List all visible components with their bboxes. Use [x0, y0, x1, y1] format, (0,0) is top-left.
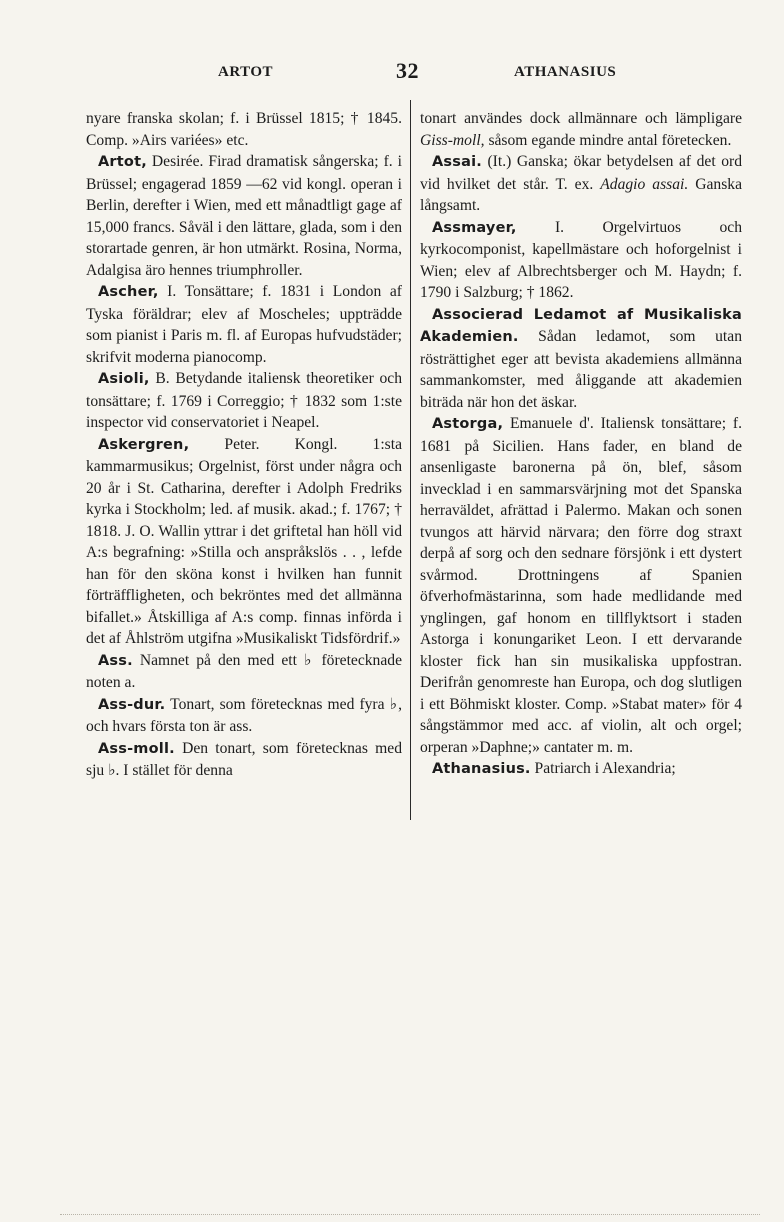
entry-headword: Ass.	[98, 652, 133, 669]
entry-headword: Artot,	[98, 154, 147, 170]
dictionary-entry	[86, 281, 402, 368]
entry-text: Namnet på den med ett ♭ företecknade noten a.	[86, 651, 402, 691]
dictionary-entry	[420, 758, 742, 781]
entry-text: (It.) Ganska; ökar betydelsen af det ord vid hvilket det står. T. ex.	[420, 153, 742, 193]
entry-text: nyare franska skolan; f. i Brüssel 1815; † 1845. Comp. »Airs variées» etc.	[86, 110, 402, 149]
dictionary-entry	[86, 151, 402, 281]
dictionary-entry	[86, 108, 402, 151]
dictionary-entry	[86, 434, 402, 650]
entry-text: B. Betydande italiensk theoretiker och tonsättare; f. 1769 i Correggio; † 1832 som 1:ste inspector vid conservatoriet i Neapel.	[86, 370, 402, 431]
entry-text: tonart användes dock allmännare och lämpligare	[420, 110, 742, 127]
dictionary-entry	[86, 368, 402, 434]
entry-headword: Athanasius.	[432, 761, 531, 777]
entry-text: I. Orgelvirtuos och kyrkocomponist, kapellmästare och hoforgelnist i Wien; elev af Albrechtsberger och M. Haydn; f. 1790 i Salzburg; † 1862.	[420, 218, 742, 301]
right-column	[420, 108, 742, 781]
entry-headword: Asioli,	[98, 371, 150, 387]
entry-headword: Astorga,	[432, 416, 504, 432]
entry-headword: Ascher,	[98, 284, 159, 300]
page-number: 32	[396, 58, 419, 83]
entry-text: Desirée. Firad dramatisk sångerska; f. i Brüssel; engagerad 1859 —62 vid kongl. operan i Berlin, derefter i Wien, med ett månadtligt gage af 15,000 francs. Såväl i den lättare, glada, som i den storartade genren, är hon utmärkt. Rosina, Norma, Adalgisa äro hennes triumphroller.	[86, 153, 402, 279]
column-divider	[410, 100, 411, 820]
entry-text: I. Tonsättare; f. 1831 i London af Tyska föräldrar; elev af Moscheles; uppträdde som pianist i Paris m. fl. af Europas hufvudstäder; skrifvit moderna pianocomp.	[86, 283, 402, 366]
header-right-word: ATHANASIUS	[514, 64, 617, 80]
dictionary-entry	[420, 151, 742, 217]
dictionary-entry	[420, 304, 742, 414]
dictionary-entry	[420, 108, 742, 151]
entry-headword: Assmayer,	[432, 219, 517, 236]
entry-headword: Askergren,	[98, 436, 190, 453]
entry-headword: Associerad Ledamot af Musikaliska Akademien.	[420, 306, 742, 345]
entry-headword: Assai.	[432, 154, 482, 170]
entry-text-tail: Ganska långsamt.	[420, 175, 742, 214]
entry-text: Peter. Kongl. 1:sta kammarmusikus; Orgelnist, först under några och 20 år i St. Catharina, derefter i Adolph Fredriks kyrka i Stockholm; led. af musik. akad.; f. 1767; † 1818. J. O. Wallin yttrar i det griftetal han höll vid A:s begrafning: »Stilla och anspråkslös . . , lefde han för den sköna konst i hvilken han funnit förträffligheten, och bekröntes med det allmänna bifallet.» Åtskilliga af A:s comp. finnas införda i det af Åhlström utgifna »Musikaliskt Tidsfördrif.»	[86, 435, 402, 647]
entry-italic-term: Giss-moll,	[420, 131, 485, 149]
entry-text: Den tonart, som företecknas med sju ♭. I stället för denna	[86, 739, 402, 779]
running-head	[86, 60, 746, 88]
entry-text: Tonart, som företecknas med fyra ♭, och hvars första ton är ass.	[86, 695, 402, 735]
entry-text: Patriarch i Alexandria;	[530, 760, 676, 777]
entry-headword: Ass-dur.	[98, 696, 166, 713]
entry-text: Sådan ledamot, som utan rösträttighet eger att bevista akademiens allmänna sammankomster, med åliggande att akademien biträda när hon det äskar.	[420, 328, 742, 411]
entry-text-tail: såsom egande mindre antal företecken.	[484, 131, 732, 149]
dictionary-entry	[86, 694, 402, 738]
entry-headword: Ass-moll.	[98, 740, 175, 757]
bottom-rule	[60, 1214, 760, 1216]
entry-italic-term: Adagio assai.	[600, 175, 689, 193]
dictionary-entry	[420, 217, 742, 304]
entry-text: Emanuele d'. Italiensk tonsättare; f. 1681 på Sicilien. Hans fader, en bland de ansenligaste baronerna på ön, blef, såsom invecklad i en sammarsvärjning mot det Spanska herraväldet, afrättad i Palermo. Makan och sonen tvungos att härvid närvara; den förre dog straxt derpå af sorg och den sednare försjönk i ett dystert svårmod. Drottningens af Spanien öfverhofmästarinna, som hade medlidande med ynglingen, gaf honom en tillflyktsort i staden Astorga i konungariket Leon. I ett dervarande kloster fick han sin musikaliska uppfostran. Derifrån genomreste han Europa, och dog slutligen i ett Böhmiskt kloster. Comp. »Stabat mater» för 4 sångstämmor med acc. af violin, alt och orgel; orperan »Daphne;» cantater m. m.	[420, 415, 742, 756]
dictionary-entry	[86, 650, 402, 694]
dictionary-entry	[420, 413, 742, 758]
header-left-word: ARTOT	[218, 64, 274, 80]
left-column	[86, 108, 402, 782]
dictionary-entry	[86, 738, 402, 782]
